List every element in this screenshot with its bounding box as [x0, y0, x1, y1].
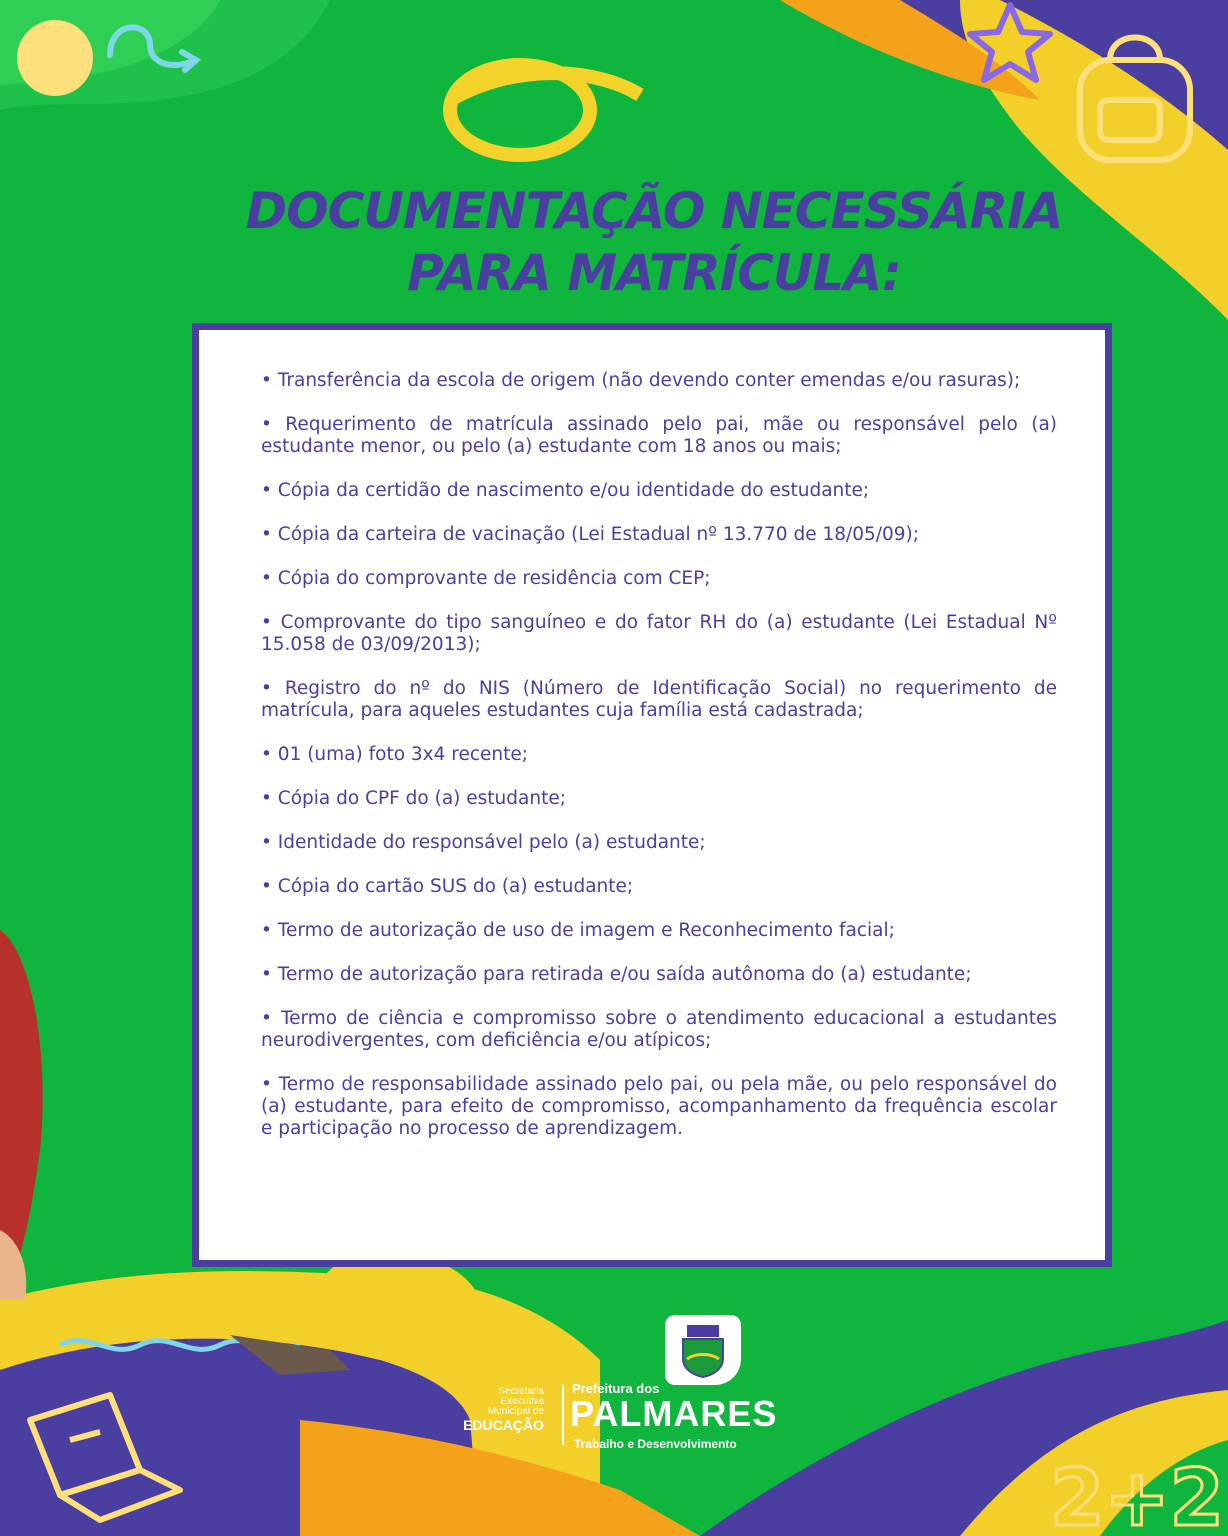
secretaria-line-2: Executiva: [500, 1396, 544, 1407]
title-line-1: DOCUMENTAÇÃO NECESSÁRIA: [245, 182, 1063, 240]
math-2plus2: 2+2: [1050, 1454, 1224, 1536]
list-item: • Termo de autorização de uso de imagem e Reconhecimento facial;: [261, 920, 895, 941]
list-item: • Cópia do comprovante de residência com CEP;: [261, 568, 711, 589]
prefeitura-label: Prefeitura dos: [572, 1381, 660, 1396]
documents-card: [192, 323, 1112, 1267]
list-item: • Cópia do cartão SUS do (a) estudante;: [261, 876, 634, 897]
secretaria-line-4: EDUCAÇÃO: [463, 1417, 544, 1433]
secretaria-line-3: Municipal de: [487, 1406, 544, 1417]
page-title: [0, 180, 1228, 304]
sun-circle: [17, 20, 93, 96]
list-item: • Cópia do CPF do (a) estudante;: [261, 788, 566, 809]
list-item: • Cópia da carteira de vacinação (Lei Estadual nº 13.770 de 18/05/09);: [261, 524, 919, 545]
prefeitura-name: PALMARES: [570, 1393, 778, 1434]
list-item: • Transferência da escola de origem (não devendo conter emendas e/ou rasuras);: [261, 370, 1021, 391]
list-item: • Registro do nº do NIS (Número de Identificação Social) no requerimento de matrícula, para aqueles estudantes cuja família está cadastrada;: [261, 678, 1057, 721]
list-item: • Identidade do responsável pelo (a) estudante;: [261, 832, 706, 853]
list-item: • Termo de ciência e compromisso sobre o atendimento educacional a estudantes neurodivergentes, com deficiência e/ou atípicos;: [261, 1008, 1057, 1051]
city-crest-icon: [665, 1315, 741, 1385]
title-line-2: PARA MATRÍCULA:: [406, 244, 901, 302]
list-item: • Cópia da certidão de nascimento e/ou identidade do estudante;: [261, 480, 870, 501]
footer-logos: [450, 1315, 780, 1455]
list-item: • Termo de autorização para retirada e/ou saída autônoma do (a) estudante;: [261, 964, 972, 985]
secretaria-logo: [463, 1387, 544, 1433]
list-item: • Requerimento de matrícula assinado pelo pai, mãe ou responsável pelo (a) estudante menor, ou pelo (a) estudante com 18 anos ou mais;: [261, 414, 1057, 457]
list-item: • Comprovante do tipo sanguíneo e do fator RH do (a) estudante (Lei Estadual Nº 15.058 de 03/09/2013);: [261, 612, 1057, 655]
documents-list: [261, 370, 1057, 1162]
logo-divider: [562, 1385, 564, 1445]
prefeitura-tagline: Trabalho e Desenvolvimento: [574, 1437, 737, 1451]
list-item: • Termo de responsabilidade assinado pelo pai, ou pela mãe, ou pelo responsável do (a) estudante, para efeito de compromisso, acompanhamento da frequência escolar e participação no processo de aprendizagem.: [261, 1074, 1057, 1139]
secretaria-line-1: Secretaria: [498, 1386, 544, 1397]
list-item: • 01 (uma) foto 3x4 recente;: [261, 744, 528, 765]
